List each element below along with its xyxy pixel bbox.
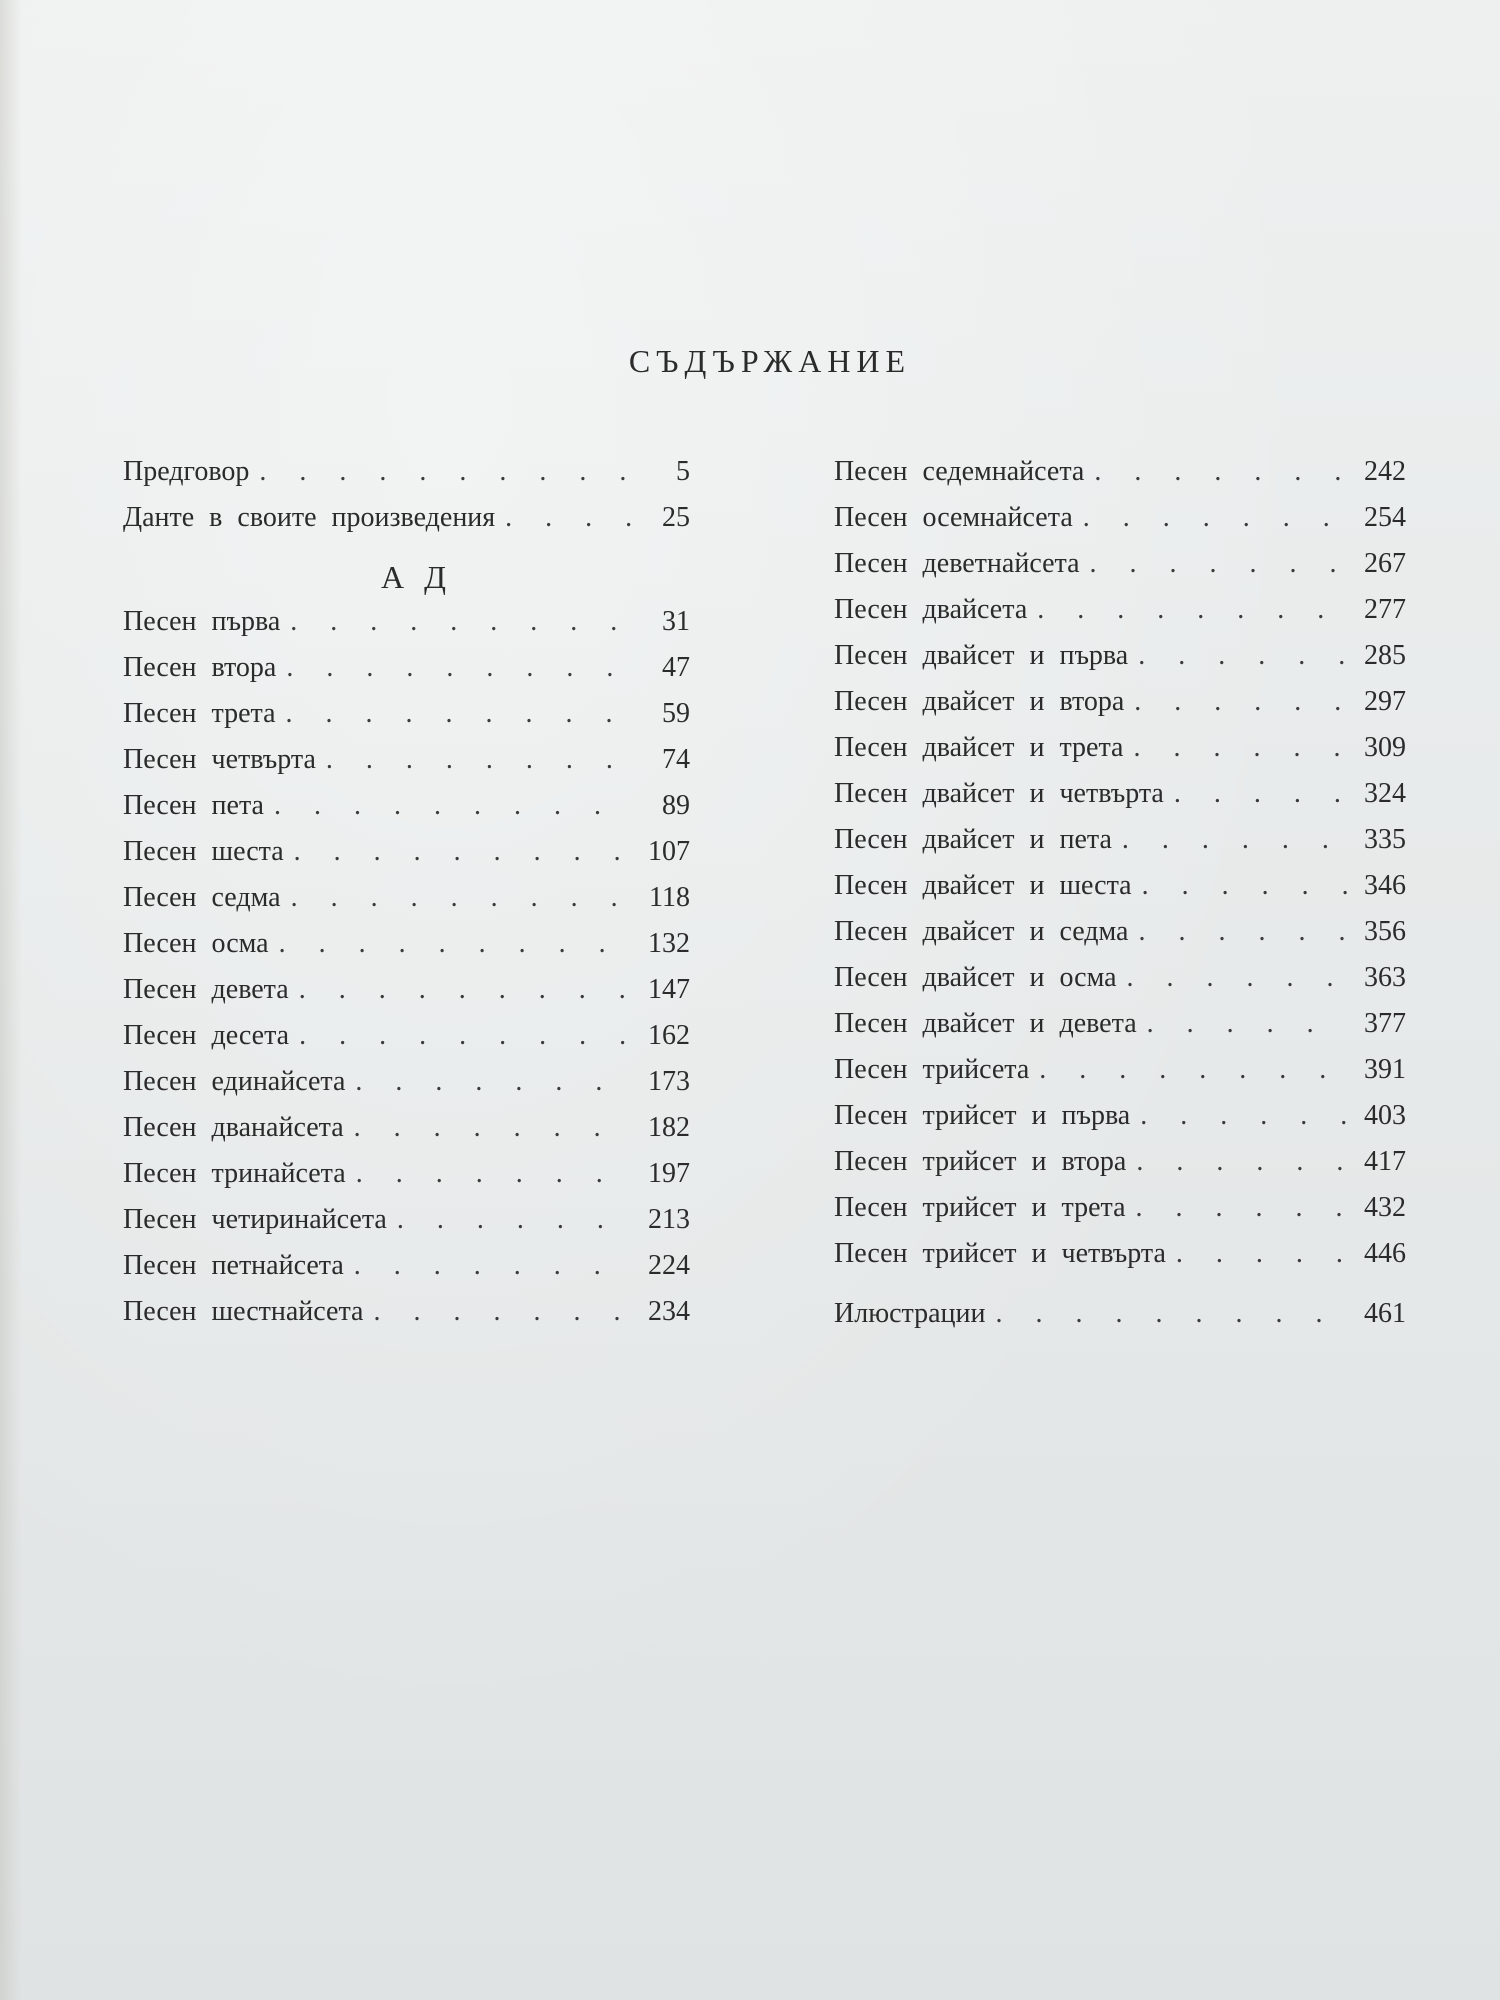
- toc-entry-page: 277: [1364, 594, 1406, 625]
- toc-entry: [834, 686, 1406, 732]
- toc-entry: [123, 1204, 690, 1250]
- toc-entry: [834, 870, 1406, 916]
- toc-entry-page: 31: [662, 606, 690, 637]
- dot-leader: [1037, 594, 1348, 626]
- toc-entry-label: Песен двайсет и четвърта: [834, 778, 1164, 809]
- toc-entry-page: 324: [1364, 778, 1406, 809]
- toc-entry: [123, 882, 690, 928]
- toc-entry-label: Песен тринайсета: [123, 1158, 346, 1189]
- toc-entry: [834, 456, 1406, 502]
- toc-entry: [123, 502, 690, 548]
- toc-entry: [834, 916, 1406, 962]
- toc-entry: [834, 824, 1406, 870]
- toc-entry: [123, 1250, 690, 1296]
- dot-leader: [505, 502, 632, 534]
- toc-entry-page: 224: [648, 1250, 690, 1281]
- toc-entry-page: 363: [1364, 962, 1406, 993]
- toc-entry-label: Песен трета: [123, 698, 276, 729]
- toc-entry-label: Песен двайсет и осма: [834, 962, 1117, 993]
- toc-entry-page: 461: [1364, 1298, 1406, 1329]
- toc-entry-label: Илюстрации: [834, 1298, 986, 1329]
- dot-leader: [354, 1250, 632, 1282]
- toc-entry-page: 59: [662, 698, 690, 729]
- toc-entry: [834, 1054, 1406, 1100]
- toc-entry-label: Песен двайсета: [834, 594, 1028, 625]
- toc-entry: [834, 1238, 1406, 1284]
- section-heading: А Д: [381, 559, 452, 595]
- dot-leader: [286, 698, 632, 730]
- toc-entry-page: 5: [676, 456, 690, 487]
- dot-leader: [291, 882, 632, 914]
- dot-leader: [356, 1158, 632, 1190]
- toc-entry-page: 25: [662, 502, 690, 533]
- dot-leader: [1133, 732, 1348, 764]
- toc-entry-page: 391: [1364, 1054, 1406, 1085]
- toc-entry-label: Песен пета: [123, 790, 264, 821]
- dot-leader: [397, 1204, 632, 1236]
- dot-leader: [1122, 824, 1348, 856]
- toc-entry-label: Песен шеста: [123, 836, 284, 867]
- toc-entry-page: 162: [648, 1020, 690, 1051]
- toc-entry-page: 446: [1364, 1238, 1406, 1269]
- toc-entry-label: Песен трийсет и четвърта: [834, 1238, 1166, 1269]
- toc-entry-label: Песен трийсет и втора: [834, 1146, 1127, 1177]
- toc-entry-label: Предговор: [123, 456, 250, 487]
- dot-leader: [259, 456, 632, 488]
- toc-entry: [123, 1020, 690, 1066]
- toc-entry-label: Песен осма: [123, 928, 269, 959]
- toc-entry-label: Песен четиринайсета: [123, 1204, 387, 1235]
- dot-leader: [1090, 548, 1348, 580]
- toc-entry: [834, 778, 1406, 824]
- toc-entry-label: Песен шестнайсета: [123, 1296, 364, 1327]
- toc-entry-label: Песен десета: [123, 1020, 290, 1051]
- toc-entry: [834, 640, 1406, 686]
- toc-entry-page: 182: [648, 1112, 690, 1143]
- toc-entry: [834, 1298, 1406, 1344]
- toc-entry: [834, 1146, 1406, 1192]
- dot-leader: [1140, 1100, 1348, 1132]
- toc-entry: [123, 1296, 690, 1342]
- dot-leader: [1136, 1192, 1348, 1224]
- toc-entry-label: Песен трийсет и трета: [834, 1192, 1126, 1223]
- toc-entry: [834, 732, 1406, 778]
- dot-leader: [1176, 1238, 1348, 1270]
- dot-leader: [354, 1112, 632, 1144]
- page-title: СЪДЪРЖАНИЕ: [628, 343, 912, 379]
- dot-leader: [1083, 502, 1348, 534]
- dot-leader: [1094, 456, 1348, 488]
- toc-entry-page: 403: [1364, 1100, 1406, 1131]
- dot-leader: [1136, 1146, 1348, 1178]
- toc-entry: [123, 836, 690, 882]
- toc-entry: [123, 974, 690, 1020]
- toc-entry-label: Песен втора: [123, 652, 277, 683]
- toc-entry-page: 118: [649, 882, 690, 913]
- toc-entry-label: Песен трийсета: [834, 1054, 1030, 1085]
- dot-leader: [1138, 640, 1348, 672]
- toc-entry-label: Песен седемнайсета: [834, 456, 1085, 487]
- toc-entry: [834, 1008, 1406, 1054]
- toc-entry-page: 297: [1364, 686, 1406, 717]
- toc-entry: [123, 652, 690, 698]
- toc-entry-label: Песен деветнайсета: [834, 548, 1080, 579]
- dot-leader: [1127, 962, 1348, 994]
- toc-entry: [123, 606, 690, 652]
- toc-entry-page: 147: [648, 974, 690, 1005]
- toc-entry-label: Песен двайсет и девета: [834, 1008, 1137, 1039]
- dot-leader: [286, 652, 632, 684]
- dot-leader: [1039, 1054, 1348, 1086]
- toc-entry-page: 107: [648, 836, 690, 867]
- toc-entry: [123, 790, 690, 836]
- spacer: [834, 1284, 1406, 1298]
- toc-entry-page: 47: [662, 652, 690, 683]
- dot-leader: [294, 836, 632, 868]
- dot-leader: [1142, 870, 1348, 902]
- toc-entry-label: Песен двайсет и първа: [834, 640, 1129, 671]
- toc-entry: [123, 1112, 690, 1158]
- toc-entry: [834, 594, 1406, 640]
- toc-entry-page: 89: [662, 790, 690, 821]
- toc-entry-label: Песен девета: [123, 974, 289, 1005]
- toc-entry-page: 285: [1364, 640, 1406, 671]
- toc-entry-label: Песен осемнайсета: [834, 502, 1073, 533]
- toc-entry-label: Данте в своите произведения: [123, 502, 496, 533]
- toc-entry-label: Песен двайсет и втора: [834, 686, 1125, 717]
- toc-entry-label: Песен първа: [123, 606, 281, 637]
- dot-leader: [290, 606, 632, 638]
- toc-entry-page: 267: [1364, 548, 1406, 579]
- toc-entry-label: Песен двайсет и трета: [834, 732, 1124, 763]
- toc-entry: [123, 456, 690, 502]
- toc-entry: [123, 698, 690, 744]
- dot-leader: [1174, 778, 1348, 810]
- toc-entry-label: Песен четвърта: [123, 744, 316, 775]
- toc-entry-page: 254: [1364, 502, 1406, 533]
- toc-entry-page: 417: [1364, 1146, 1406, 1177]
- toc-entry-label: Песен дванайсета: [123, 1112, 344, 1143]
- dot-leader: [274, 790, 632, 822]
- toc-entry-page: 377: [1364, 1008, 1406, 1039]
- toc-entry: [834, 1100, 1406, 1146]
- dot-leader: [299, 974, 632, 1006]
- dot-leader: [279, 928, 632, 960]
- toc-entry-page: 173: [648, 1066, 690, 1097]
- toc-entry-page: 197: [648, 1158, 690, 1189]
- toc-right-column: [834, 456, 1406, 1344]
- toc-entry-label: Песен двайсет и пета: [834, 824, 1112, 855]
- dot-leader: [326, 744, 632, 776]
- toc-entry: [123, 1066, 690, 1112]
- toc-entry-page: 213: [648, 1204, 690, 1235]
- dot-leader: [1138, 916, 1348, 948]
- toc-entry-label: Песен трийсет и първа: [834, 1100, 1131, 1131]
- toc-entry-page: 432: [1364, 1192, 1406, 1223]
- toc-entry-label: Песен двайсет и седма: [834, 916, 1129, 947]
- toc-entry-label: Песен петнайсета: [123, 1250, 344, 1281]
- dot-leader: [996, 1298, 1349, 1330]
- toc-entry-page: 132: [648, 928, 690, 959]
- toc-entry-page: 309: [1364, 732, 1406, 763]
- dot-leader: [355, 1066, 632, 1098]
- dot-leader: [299, 1020, 632, 1052]
- toc-entry-label: Песен седма: [123, 882, 281, 913]
- toc-entry: [834, 502, 1406, 548]
- toc-entry-label: Песен двайсет и шеста: [834, 870, 1132, 901]
- toc-left-column: [123, 456, 690, 1342]
- dot-leader: [1134, 686, 1348, 718]
- toc-entry-page: 234: [648, 1296, 690, 1327]
- toc-entry: [123, 744, 690, 790]
- toc-entry-page: 335: [1364, 824, 1406, 855]
- toc-entry-label: Песен единайсета: [123, 1066, 346, 1097]
- dot-leader: [1147, 1008, 1348, 1040]
- toc-entry: [123, 928, 690, 974]
- toc-entry-page: 242: [1364, 456, 1406, 487]
- toc-entry-page: 74: [662, 744, 690, 775]
- toc-entry-page: 356: [1364, 916, 1406, 947]
- toc-entry: [834, 962, 1406, 1008]
- toc-entry-page: 346: [1364, 870, 1406, 901]
- toc-entry: [834, 1192, 1406, 1238]
- dot-leader: [373, 1296, 632, 1328]
- toc-entry: [834, 548, 1406, 594]
- toc-entry: [123, 1158, 690, 1204]
